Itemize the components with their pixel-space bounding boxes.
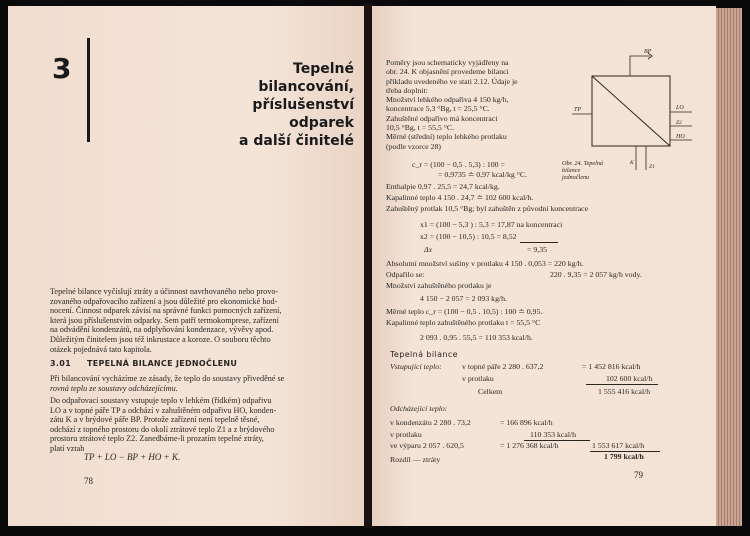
text-line: Poměry jsou schematicky vyjádřeny na bbox=[386, 58, 509, 67]
text-line: 10,5 °Bg, t = 55,5 °C. bbox=[386, 123, 455, 133]
thickened-line: Zahuštěný protlak 10,5 °Bg; byl zahuštěn z původní koncentrace bbox=[386, 204, 589, 213]
text-line: Měrné (střední) teplo lehkého protlaku bbox=[386, 132, 507, 142]
specific-heat-line2: = 0,9735 ≐ 0,97 kcal/kg °C. bbox=[438, 170, 527, 179]
x2-line: x2 = (100 − 10,5) : 10,5 = 8,52 bbox=[420, 232, 517, 241]
text-line: třeba doplnit: bbox=[386, 85, 428, 95]
text-line: Množství lehkého odpařiva 4 150 kg/h, bbox=[386, 95, 509, 105]
intro-line: nocení. Činnost odparek závisí na správné funkci pomocných zařízení, bbox=[50, 306, 282, 316]
incoming-row-label: Celkem bbox=[478, 387, 503, 396]
paragraph-line: rovná teplu ze soustavy odcházejícímu. bbox=[50, 383, 178, 393]
intro-line: na odvádění kondenzátů, na odplyňování kondenzace, vývěvy apod. bbox=[50, 325, 274, 335]
outgoing-row-label: ve výparu 2 057 . 620,5 bbox=[390, 441, 464, 450]
specific-heat-line1: c_r = (100 − 0,5 . 5,3) : 100 = bbox=[412, 160, 505, 169]
lo-label: LO bbox=[676, 105, 684, 111]
liquid-thick-line: Kapalinné teplo zahuštěného protlaku t = 55,5 °C bbox=[386, 318, 541, 327]
outgoing-label: Odcházející teplo: bbox=[390, 404, 448, 413]
heat-balance-diagram bbox=[572, 46, 702, 176]
section-number: 3.01 bbox=[50, 359, 71, 368]
principle-paragraph bbox=[50, 374, 350, 393]
chapter-title-line: a další činitelé bbox=[239, 133, 354, 149]
paragraph-line: prostoru ztrátové teplo Z2. Zanedbáme-li prozatím tepelné ztráty, bbox=[50, 434, 264, 444]
section-title: TEPELNÁ BILANCE JEDNOČLENU bbox=[86, 359, 238, 368]
incoming-row-label: v protlaku bbox=[462, 374, 494, 383]
incoming-row-value: 102 600 kcal/h bbox=[606, 374, 653, 383]
specific-heat-thick: Měrné teplo c_r = (100 − 0,5 . 10,5) : 100 ≐ 0,95. bbox=[386, 307, 543, 316]
caption-line: jednočlenu bbox=[562, 174, 590, 181]
dry-matter-line: Absolutní množství sušiny v protlaku 4 150 . 0,053 = 220 kg/h. bbox=[386, 259, 584, 268]
k-label: K bbox=[630, 160, 634, 166]
section-heading bbox=[50, 359, 253, 368]
chapter-title-line: odparek bbox=[289, 115, 354, 131]
vapor-outlet bbox=[630, 56, 650, 76]
page-number-right: 79 bbox=[634, 470, 643, 480]
right-intro bbox=[386, 58, 518, 151]
paragraph-line: zátu K a v brýdové páře BP. Protože zařízení není tepelně těsné, bbox=[50, 415, 260, 425]
evaporated-label: Odpařilo se: bbox=[386, 270, 425, 279]
paragraph-line: LO a v topné páře TP a odchází v zahuštěném odpařivu HO, konden- bbox=[50, 405, 277, 415]
caption-line: Obr. 24. Tepelná bbox=[562, 160, 604, 167]
outgoing-row-label: v kondenzátu 2 280 . 73,2 bbox=[390, 418, 471, 427]
z2-label: Z2 bbox=[676, 120, 682, 126]
balance-paragraph bbox=[50, 396, 350, 454]
sum-rule bbox=[586, 384, 658, 385]
balance-formula: TP + LO − BP + HO + K. bbox=[84, 452, 181, 462]
text-line: (podle vzorce 28) bbox=[386, 141, 441, 151]
incoming-row-label: v topné páře 2 280 . 637,2 bbox=[462, 362, 544, 371]
text-line: obr. 24. K objasnění provedeme bilanci bbox=[386, 67, 509, 77]
figure-caption bbox=[562, 160, 628, 181]
enthalpy-line: Enthalpie 0,97 . 25,5 = 24,7 kcal/kg. bbox=[386, 182, 500, 191]
page-number-left: 78 bbox=[84, 476, 93, 486]
chapter-intro bbox=[50, 287, 350, 354]
tp-label: TP bbox=[574, 107, 582, 113]
text-line: Zahuštěné odpařivo má koncentraci bbox=[386, 113, 498, 123]
outgoing-row-label: v protlaku bbox=[390, 430, 422, 439]
chapter-number: 3 bbox=[52, 52, 72, 85]
intro-line: Důležitým činitelem jsou též inkrustace a koroze. O souboru těchto bbox=[50, 334, 271, 344]
paragraph-line: odchází z topného prostoru do okolí ztrátové teplo Z1 a z brýdového bbox=[50, 424, 275, 434]
paragraph-line: Do odpařovací soustavy vstupuje teplo v lehkém (řídkém) odpařivu bbox=[50, 396, 272, 405]
paragraph-line: Při bilancování vycházíme ze zásady, že teplo do soustavy přiveděné se bbox=[50, 374, 285, 383]
intro-line: která jsou příslušenstvím odparky. Sem patří termokomprese, zařízení bbox=[50, 315, 279, 325]
chapter-divider bbox=[87, 38, 90, 142]
thick-amount-line: Množství zahuštěného protlaku je bbox=[386, 281, 492, 290]
delta-x-value: = 9,35 bbox=[527, 245, 547, 254]
outgoing-row-value: = 166 896 kcal/h bbox=[500, 418, 553, 427]
intro-line: otázek pojednává tato kapitola. bbox=[50, 344, 152, 354]
balance-title: Tepelná bilance bbox=[390, 350, 459, 359]
bp-label: BP bbox=[644, 49, 652, 55]
chapter-title-line: bilancování, bbox=[258, 79, 354, 95]
calc-line: 2 093 . 0,95 . 55,5 = 110 353 kcal/h. bbox=[420, 333, 533, 342]
subtraction-rule bbox=[520, 242, 558, 243]
chapter-title-line: příslušenství bbox=[252, 97, 354, 113]
chapter-title-line: Tepelné bbox=[293, 61, 354, 77]
text-line: příkladu uvedeného ve stati 2.12. Údaje je bbox=[386, 76, 518, 86]
caption-line: bilance bbox=[562, 167, 581, 174]
paragraph-line: platí vztah bbox=[50, 443, 85, 453]
page-edges bbox=[716, 8, 742, 526]
incoming-row-value: 1 555 416 kcal/h bbox=[598, 387, 651, 396]
sum-rule bbox=[524, 440, 590, 441]
outgoing-row-value: 110 353 kcal/h bbox=[530, 430, 577, 439]
loss-total: 1 799 kcal/h bbox=[604, 452, 644, 461]
thick-calc-line: 4 150 − 2 057 = 2 093 kg/h. bbox=[420, 294, 507, 303]
outgoing-row-label: Rozdíl — ztráty bbox=[390, 455, 441, 464]
heating-surface bbox=[592, 76, 670, 146]
liquid-heat-line: Kapalinné teplo 4 150 . 24,7 ≐ 102 600 kcal/h. bbox=[386, 193, 534, 202]
intro-line: zovaného odpařovacího zařízení a jsou důležité pro ekonomické hod- bbox=[50, 296, 278, 306]
z1-label: Z1 bbox=[649, 164, 655, 170]
outgoing-row-total: 1 553 617 kcal/h bbox=[592, 441, 645, 450]
chapter-title bbox=[214, 60, 354, 150]
ho-label: HO bbox=[676, 134, 685, 140]
outgoing-row-value: = 1 276 368 kcal/h bbox=[500, 441, 559, 450]
delta-x-label: Δx bbox=[424, 245, 433, 254]
x1-line: x1 = (100 − 5,3 ) : 5,3 = 17,87 na koncentraci bbox=[420, 220, 563, 229]
text-line: koncentrace 5,3 °Bg, t = 25,5 °C. bbox=[386, 104, 490, 114]
intro-line: Tepelné bilance vyčíslují ztráty a účinnost navrhovaného nebo provo- bbox=[50, 287, 279, 296]
incoming-row-value: = 1 452 816 kcal/h bbox=[582, 362, 641, 371]
incoming-label: Vstupující teplo: bbox=[390, 362, 442, 371]
evaporated-value: 220 . 9,35 = 2 057 kg/h vody. bbox=[550, 270, 642, 279]
